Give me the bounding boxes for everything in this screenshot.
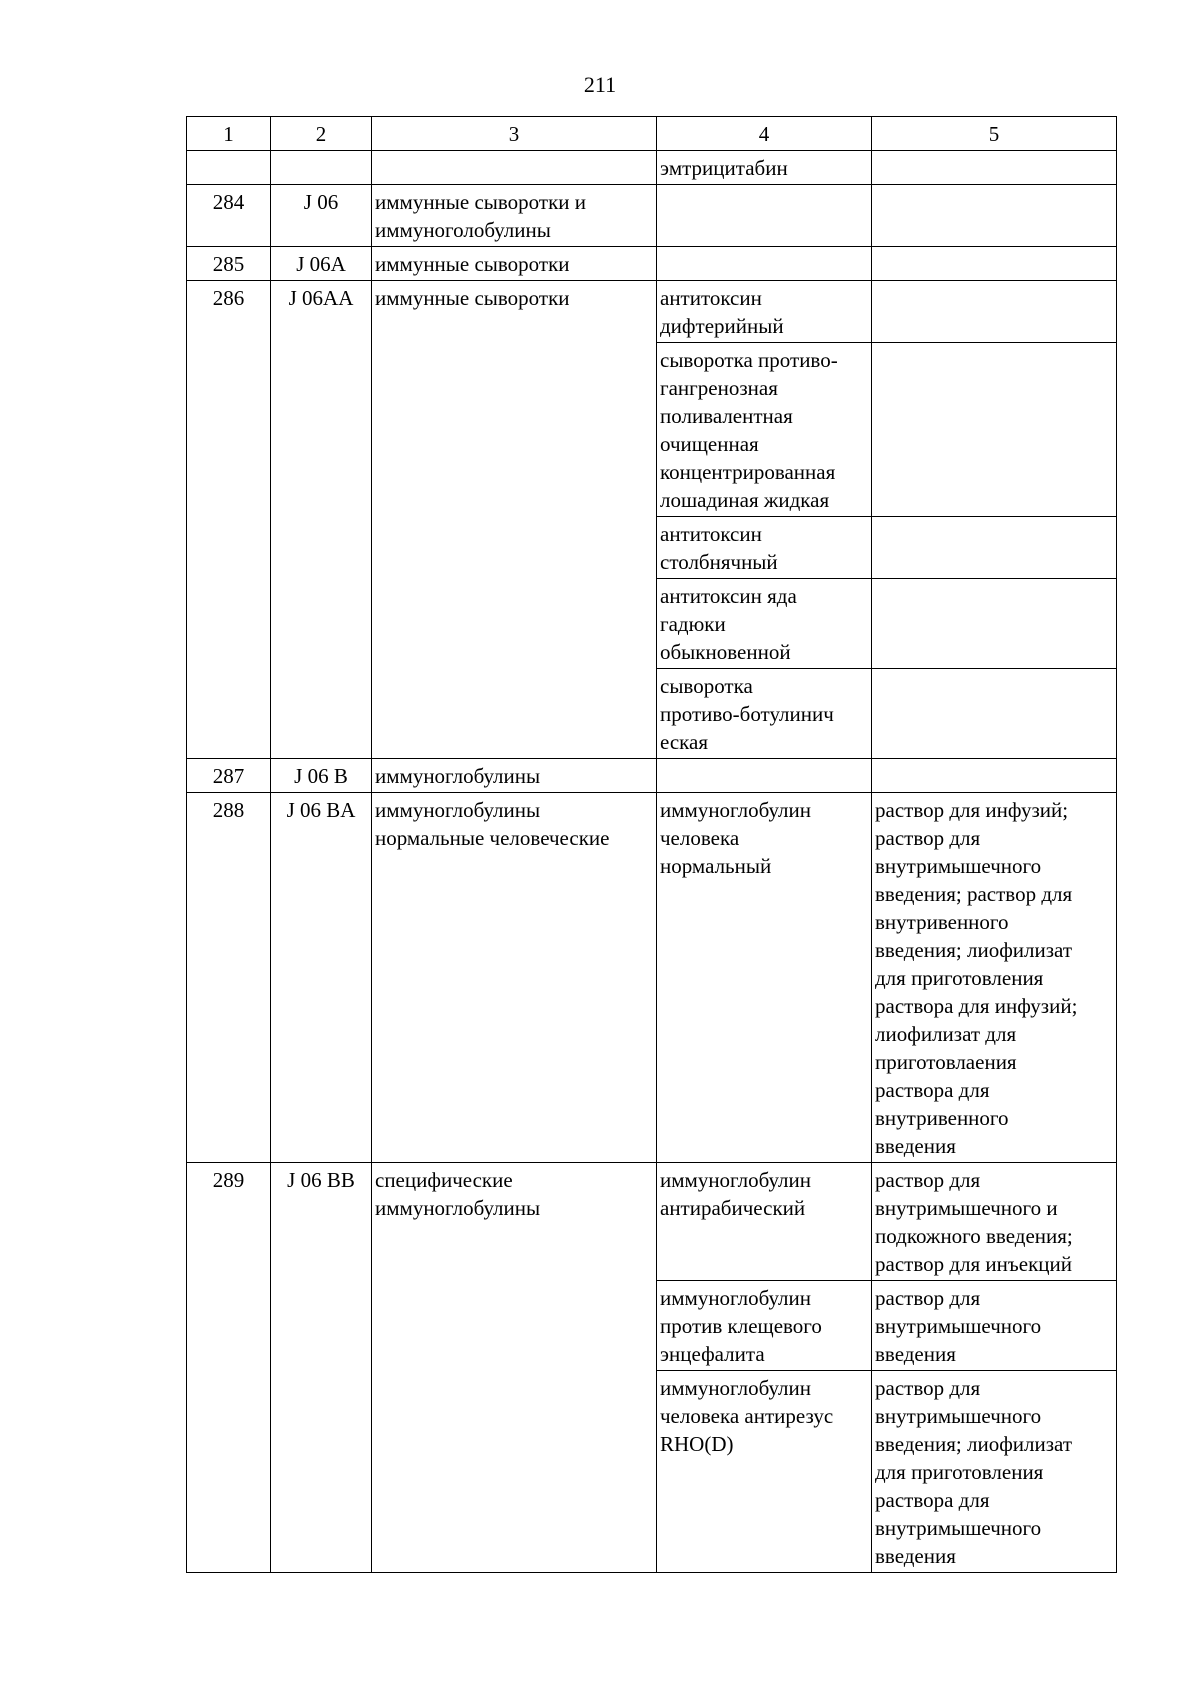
group-name-cell: иммуноглобулины bbox=[372, 759, 657, 793]
table-row-289 bbox=[187, 1163, 1117, 1281]
atc-code-cell: J 06 B bbox=[271, 759, 372, 793]
column-header-5: 5 bbox=[872, 117, 1117, 151]
atc-code-cell: J 06A bbox=[271, 247, 372, 281]
table-row-286 bbox=[187, 281, 1117, 343]
group-name-cell: специфические иммуноглобулины bbox=[372, 1163, 657, 1573]
page-number: 211 bbox=[583, 72, 617, 97]
group-name-cell: иммунные сыворотки и иммуноголобулины bbox=[372, 185, 657, 247]
group-name-cell bbox=[372, 151, 657, 185]
dosage-form-cell: раствор для внутримышечного введения bbox=[872, 1281, 1117, 1371]
drug-name-cell: антитоксин яда гадюки обыкновенной bbox=[657, 579, 872, 669]
atc-code-cell bbox=[271, 151, 372, 185]
row-number-cell: 285 bbox=[187, 247, 271, 281]
drug-name-cell: антитоксин столбнячный bbox=[657, 517, 872, 579]
atc-code-cell: J 06AA bbox=[271, 281, 372, 759]
dosage-form-cell bbox=[872, 281, 1117, 343]
drug-name-cell: сыворотка противо-ботулинич еская bbox=[657, 669, 872, 759]
table-row-284 bbox=[187, 185, 1117, 247]
table-row-continuation bbox=[187, 151, 1117, 185]
column-header-2: 2 bbox=[271, 117, 372, 151]
drug-name-cell: иммуноглобулин человека антирезус RHO(D) bbox=[657, 1371, 872, 1573]
column-number-row bbox=[187, 117, 1117, 151]
drug-name-cell bbox=[657, 247, 872, 281]
table-row-288 bbox=[187, 793, 1117, 1163]
dosage-form-cell bbox=[872, 517, 1117, 579]
drug-name-cell bbox=[657, 759, 872, 793]
drug-name-cell: эмтрицитабин bbox=[657, 151, 872, 185]
dosage-form-cell bbox=[872, 185, 1117, 247]
dosage-form-cell bbox=[872, 669, 1117, 759]
column-header-4: 4 bbox=[657, 117, 872, 151]
dosage-form-cell: раствор для внутримышечного и подкожного введения; раствор для инъекций bbox=[872, 1163, 1117, 1281]
dosage-form-cell bbox=[872, 247, 1117, 281]
atc-code-cell: J 06 BA bbox=[271, 793, 372, 1163]
column-header-1: 1 bbox=[187, 117, 271, 151]
group-name-cell: иммунные сыворотки bbox=[372, 247, 657, 281]
dosage-form-cell: раствор для инфузий; раствор для внутримышечного введения; раствор для внутривенного введения; лиофилизат для приготовления раствора для инфузий; лиофилизат для приготовлаения раствора для внутривенного введения bbox=[872, 793, 1117, 1163]
table-row-287 bbox=[187, 759, 1117, 793]
group-name-cell: иммунные сыворотки bbox=[372, 281, 657, 759]
table-row-285 bbox=[187, 247, 1117, 281]
row-number-cell: 287 bbox=[187, 759, 271, 793]
dosage-form-cell: раствор для внутримышечного введения; лиофилизат для приготовления раствора для внутримышечного введения bbox=[872, 1371, 1117, 1573]
drug-name-cell: сыворотка противо- гангренозная поливалентная очищенная концентрированная лошадиная жидкая bbox=[657, 343, 872, 517]
drug-name-cell: антитоксин дифтерийный bbox=[657, 281, 872, 343]
row-number-cell: 288 bbox=[187, 793, 271, 1163]
medicines-table bbox=[186, 116, 1117, 1573]
dosage-form-cell bbox=[872, 343, 1117, 517]
drug-name-cell: иммуноглобулин человека нормальный bbox=[657, 793, 872, 1163]
drug-name-cell: иммуноглобулин антирабический bbox=[657, 1163, 872, 1281]
dosage-form-cell bbox=[872, 151, 1117, 185]
group-name-cell: иммуноглобулины нормальные человеческие bbox=[372, 793, 657, 1163]
atc-code-cell: J 06 bbox=[271, 185, 372, 247]
row-number-cell: 286 bbox=[187, 281, 271, 759]
dosage-form-cell bbox=[872, 579, 1117, 669]
row-number-cell bbox=[187, 151, 271, 185]
drug-name-cell: иммуноглобулин против клещевого энцефалита bbox=[657, 1281, 872, 1371]
column-header-3: 3 bbox=[372, 117, 657, 151]
dosage-form-cell bbox=[872, 759, 1117, 793]
row-number-cell: 284 bbox=[187, 185, 271, 247]
row-number-cell: 289 bbox=[187, 1163, 271, 1573]
atc-code-cell: J 06 BB bbox=[271, 1163, 372, 1573]
drug-name-cell bbox=[657, 185, 872, 247]
